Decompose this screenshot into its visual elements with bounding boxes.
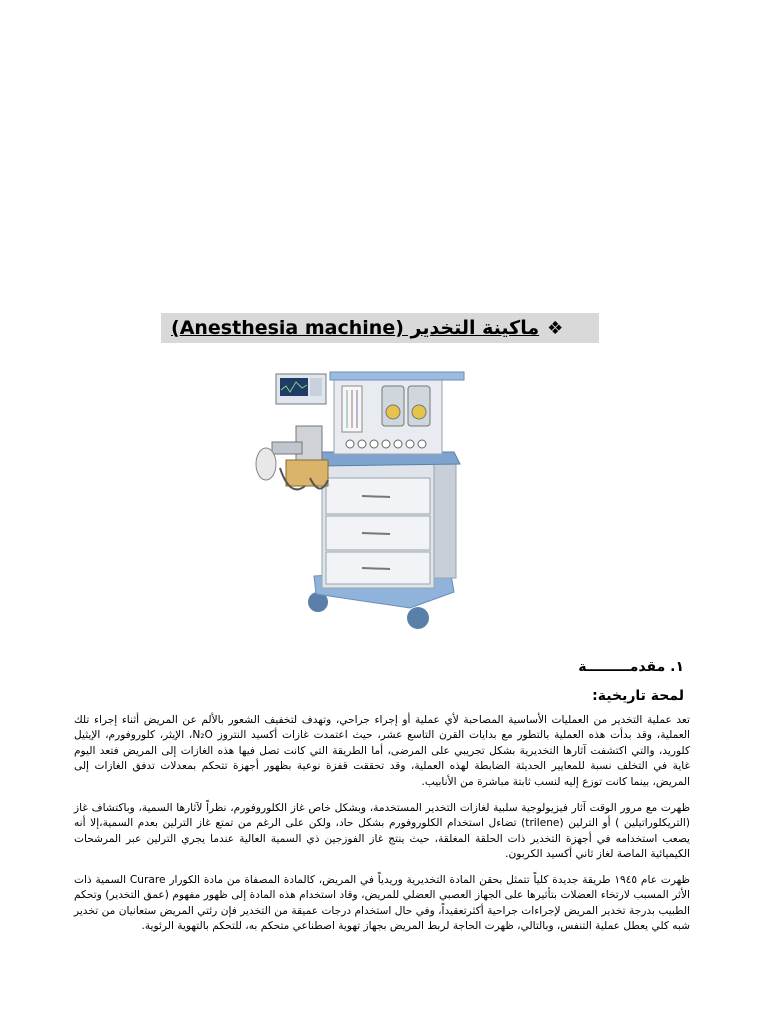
breathing-bag-icon [256,448,276,480]
section-subheading: لمحة تاريخية: [592,688,684,704]
diamond-bullet-icon: ❖ [547,317,564,339]
paragraph-3: ظهرت عام ١٩٤٥ طريقة جديدة كلياً تتمثل بحقن المادة التخديرية وريدياً في المريض، كالمادة المصفاة من مادة الكورار Curare السمية ذات الأثر المسبب لارتخاء العضلات بتأثيرها على الجهاز العصبي العضلي للمريض، وقاد استخدام هذه المادة إلى ظهور مفهوم (عمق التخدير) وتحكم الطبيب بدرجة تخدير المريض لإجراءات جراحية أكثرتعقيداً، وفي حال استخدام درجات عميقة من التخدير فإن رئتي المريض ستعانيان من تخدير شبه كلي يعطل عملية التنفس، وبالتالي، ظهرت الحاجة لربط المريض بجهاز تهوية اصطناعي متحكم به، للتحكم بالتهوية الرئوية. [74,874,690,933]
paragraph-2: ظهرت مع مرور الوقت آثار فيزيولوجية سلبية لغازات التخدير المستخدمة، وبشكل خاص غاز الكلوروفورم، نظراً لآثارها السمية، وباكتشاف غاز (التريكلوراتيلين ) أو الترلين (trilene) تضاءل استخدام الكلوروفورم بشكل حاد، ولكن على الرغم من تمتع غاز الترلين بعدم السمية،إلا أنه يصعب استخدامه في أجهزة التخدير ذات الحلقة المغلقة، حيث ينتج غاز الفوزجين ذي السمية العالية عندما يجري الترلين عبر المرشحات الكيميائية الماصة لغاز ثاني أكسيد الكربون. [74,802,690,861]
title-bar [161,313,599,343]
section-heading: ١. مقدمـــــــــة [578,659,684,675]
wheel-right [407,607,429,629]
paragraph-1: تعد عملية التخدير من العمليات الأساسية المصاحبة لأي عملية أو إجراء جراحي، وتهدف لتخفيف الشعور بالألم عن المريض أثناء إجراء تلك العملية، وقد بدأت هذه العملية بالتطور مع بدايات القرن التاسع عشر، حيث اعتمدت غازات أكسيد النتروز N₂O، الإيثر، كلوروفورم، الإيثيل كلوريد، والتي اكتشفت آثارها التخديرية بشكل تجريبي على المرضى، أما الطريقة التي كانت تصل فيها هذه الغازات إلى المريض فتعد اليوم غاية في التخلف نسبة للمعايير الحديثة الضابطة لهذه العملية، وقد تحققت قفزة نوعية بظهور أجهزة تتحكم بمعدلات تدفق الغازات إلى المريض، بينما كانت توزع إليه لنسب ثابتة مباشرة من الأنابيب. [74,714,690,788]
page-title: ماكينة التخدير (Anesthesia machine) [171,317,540,339]
anesthesia-machine-image [250,368,470,638]
